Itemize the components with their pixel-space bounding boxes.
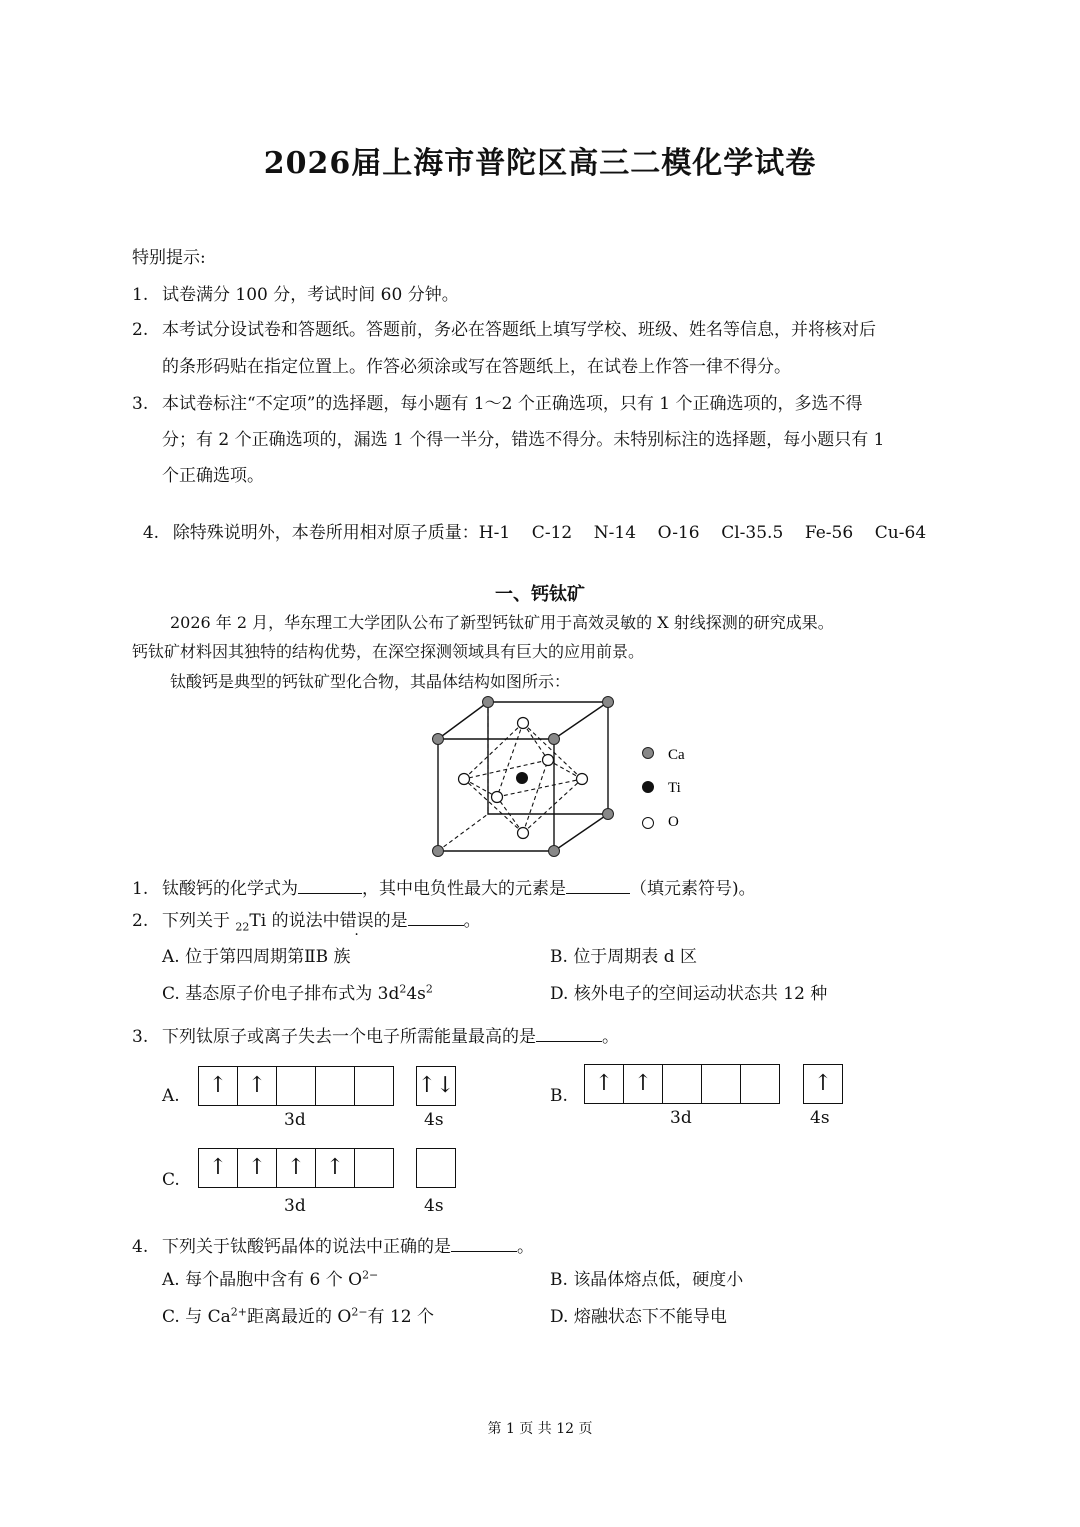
orbital-label-3d: 3d [284, 1196, 306, 1216]
notice-item: 2. 本考试分设试卷和答题纸。答题前，务必在答题纸上填写学校、班级、姓名等信息，并将核对后 [132, 320, 876, 340]
notice-item: 3. 本试卷标注“不定项”的选择题，每小题有 1～2 个正确选项，只有 1 个正确选项的，多选不得 [132, 394, 863, 414]
notice-item-cont: 的条形码贴在指定位置上。作答必须涂或写在答题纸上，在试卷上作答一律不得分。 [162, 357, 791, 377]
notice-item-cont: 分；有 2 个正确选项的，漏选 1 个得一半分，错选不得分。未特别标注的选择题，每小题只有 1 [162, 430, 885, 450]
legend-ti-label: Ti [668, 780, 681, 796]
answer-blank[interactable] [408, 907, 464, 926]
legend-ca-symbol [643, 748, 654, 759]
answer-blank[interactable] [536, 1023, 602, 1042]
legend-o-label: O [668, 814, 679, 830]
question-3: 3. 下列钛原子或离子失去一个电子所需能量最高的是 。 [132, 1023, 619, 1047]
legend-ti-symbol [642, 781, 654, 793]
q3-a-3d-orbitals: ↑ ↑ [198, 1066, 394, 1106]
q3-option-c-label: C. [162, 1170, 180, 1190]
option-d: D. 熔融状态下不能导电 [550, 1307, 727, 1327]
option-b: B. 该晶体熔点低，硬度小 [550, 1270, 744, 1290]
intro-line: 钛酸钙是典型的钙钛矿型化合物，其晶体结构如图所示： [170, 672, 571, 691]
orbital-label-3d: 3d [284, 1110, 306, 1130]
legend-o-symbol [643, 818, 654, 829]
q3-option-b-label: B. [550, 1086, 568, 1106]
orbital-label-3d: 3d [670, 1108, 692, 1128]
question-2: 2. 下列关于 $_{22}$Ti 的说法中错误的是 。 [132, 907, 481, 931]
question-4: 4. 下列关于钛酸钙晶体的说法中正确的是 。 [132, 1233, 534, 1257]
question-1: 1. 钛酸钙的化学式为 ，其中电负性最大的元素是 （填元素符号)。 [132, 875, 756, 899]
q3-b-3d-orbitals: ↑ ↑ [584, 1064, 780, 1104]
option-b: B. 位于周期表 d 区 [550, 947, 698, 967]
option-c: C. 与 $Ca^{2+}$距离最近的 $O^{2-}$有 12 个 [162, 1305, 434, 1327]
option-a: A. 位于第四周期第ⅡB 族 [162, 947, 351, 967]
notice-item: 4. 除特殊说明外，本卷所用相对原子质量：H-1 C-12 N-14 O-16 Cl-35.5 Fe-56 Cu-64 [142, 523, 927, 543]
notice-heading: 特别提示: [132, 248, 206, 268]
intro-line: 钙钛矿材料因其独特的结构优势，在深空探测领域具有巨大的应用前景。 [132, 642, 645, 661]
page-footer: 第 1 页 共 12 页 [487, 1421, 593, 1437]
q3-option-a-label: A. [162, 1086, 180, 1106]
notice-item: 1. 试卷满分 100 分，考试时间 60 分钟。 [132, 285, 459, 305]
orbital-label-4s: 4s [424, 1110, 444, 1130]
crystal-structure-diagram [420, 690, 720, 865]
ti-atom [516, 772, 528, 784]
option-d: D. 核外电子的空间运动状态共 12 种 [550, 984, 828, 1004]
option-c: C. 基态原子价电子排布式为 $3d^24s^2$ [162, 982, 433, 1004]
emphasis-text: 错误 [339, 911, 374, 931]
section-heading: 一、钙钛矿 [495, 584, 585, 605]
option-a: A. 每个晶胞中含有 6 个 $O^{2-}$ [162, 1268, 379, 1290]
page-title: 2026届上海市普陀区高三二模化学试卷 [263, 146, 817, 181]
orbital-label-4s: 4s [810, 1108, 830, 1128]
notice-item-cont: 个正确选项。 [162, 466, 264, 486]
orbital-label-4s: 4s [424, 1196, 444, 1216]
q3-b-4s-orbital: ↑ [803, 1064, 843, 1104]
answer-blank[interactable] [451, 1233, 517, 1252]
q3-c-3d-orbitals: ↑ ↑ ↑ ↑ [198, 1148, 394, 1188]
legend-ca-label: Ca [668, 747, 685, 763]
q3-a-4s-orbital: ↑↓ [416, 1066, 456, 1106]
answer-blank[interactable] [566, 875, 630, 894]
answer-blank[interactable] [298, 875, 362, 894]
q3-c-4s-orbital [416, 1148, 456, 1188]
intro-line: 2026 年 2 月，华东理工大学团队公布了新型钙钛矿用于高效灵敏的 X 射线探测的研究成果。 [170, 613, 834, 632]
